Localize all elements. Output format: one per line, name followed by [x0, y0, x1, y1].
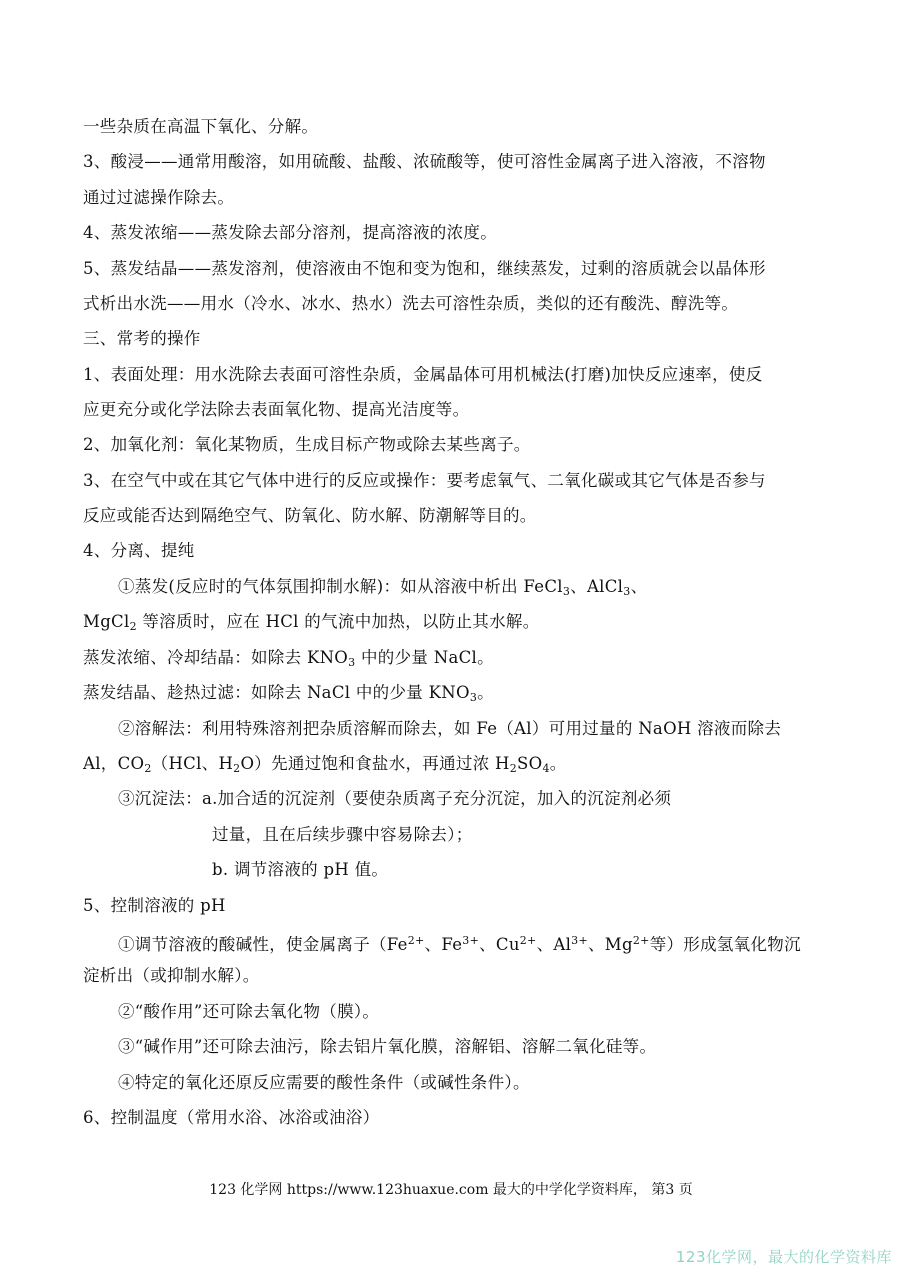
- text-fragment: ①调节溶液的酸碱性，使金属离子（Fe: [118, 935, 408, 954]
- text-line: [83, 611, 540, 638]
- text-fragment: 、AlCl: [570, 577, 624, 596]
- text-line: [83, 682, 494, 709]
- text-fragment: MgCl: [83, 612, 130, 631]
- subscript: 3: [623, 585, 631, 598]
- text-fragment: 、Al: [536, 935, 572, 954]
- text-fragment: 、Cu: [479, 935, 520, 954]
- text-line: ②“酸作用”还可除去氧化物（膜）。: [118, 1002, 380, 1021]
- section-heading: 三、常考的操作: [83, 329, 201, 348]
- text-line: ②溶解法：利用特殊溶剂把杂质溶解而除去，如 Fe（Al）可用过量的 NaOH 溶液而除去: [118, 719, 782, 738]
- subscript: 2: [509, 762, 518, 775]
- text-line: [118, 930, 801, 956]
- superscript: 2+: [632, 934, 650, 947]
- text-fragment: 蒸发结晶、趁热过滤：如除去 NaCl 中的少量 KNO: [83, 683, 470, 702]
- text-line: 通过过滤操作除去。: [83, 188, 235, 207]
- text-fragment: 、Mg: [588, 935, 633, 954]
- text-line: ③沉淀法：a.加合适的沉淀剂（要使杂质离子充分沉淀，加入的沉淀剂必须: [118, 789, 672, 808]
- text-line: ④特定的氧化还原反应需要的酸性条件（或碱性条件）。: [118, 1073, 530, 1092]
- subsection-heading: 6、控制温度（常用水浴、冰浴或油浴）: [83, 1108, 380, 1127]
- text-line: 反应或能否达到隔绝空气、防氧化、防水解、防潮解等目的。: [83, 506, 537, 525]
- text-line: b. 调节溶液的 pH 值。: [212, 860, 389, 879]
- watermark: 123化学网，最大的化学资料库: [675, 1248, 892, 1266]
- text-line: ③“碱作用”还可除去油污，除去铝片氧化膜，溶解铝、溶解二氧化硅等。: [118, 1037, 657, 1056]
- text-line: [83, 647, 494, 674]
- text-line: 应更充分或化学法除去表面氧化物、提高光洁度等。: [83, 400, 470, 419]
- text-line: 一些杂质在高温下氧化、分解。: [83, 117, 319, 136]
- subscript: 4: [542, 762, 550, 775]
- text-line: 2、加氧化剂：氧化某物质，生成目标产物或除去某些离子。: [83, 435, 531, 454]
- subscript: 3: [562, 585, 571, 598]
- text-line: 1、表面处理：用水洗除去表面可溶性杂质，金属晶体可用机械法(打磨)加快反应速率，使反: [83, 365, 763, 384]
- text-fragment: 。: [549, 754, 567, 773]
- text-fragment: ①蒸发(反应时的气体氛围抑制水解)：如从溶液中析出 FeCl: [118, 577, 563, 596]
- text-line: 淀析出（或抑制水解）。: [83, 966, 260, 985]
- subscript: 3: [469, 691, 478, 704]
- subsection-heading: 4、分离、提纯: [83, 541, 195, 560]
- text-line: [118, 576, 647, 603]
- text-fragment: 、Fe: [424, 935, 463, 954]
- superscript: 3+: [571, 934, 588, 947]
- subscript: 2: [129, 620, 137, 633]
- text-fragment: O）先通过饱和食盐水，再通过浓 H: [240, 754, 510, 773]
- superscript: 2+: [407, 934, 425, 947]
- subscript: 2: [233, 762, 241, 775]
- text-fragment: 等）形成氢氧化物沉: [649, 935, 801, 954]
- text-line: 式析出水洗——用水（冷水、冰水、热水）洗去可溶性杂质，类似的还有酸洗、醇洗等。: [83, 294, 739, 313]
- text-fragment: 、: [630, 577, 648, 596]
- text-fragment: 等溶质时，应在 HCl 的气流中加热，以防止其水解。: [136, 612, 540, 631]
- subscript: 2: [144, 762, 152, 775]
- text-fragment: SO: [517, 754, 543, 773]
- superscript: 2+: [519, 934, 537, 947]
- text-fragment: （HCl、H: [151, 754, 234, 773]
- text-fragment: Al，CO: [83, 754, 145, 773]
- text-line: 3、在空气中或在其它气体中进行的反应或操作：要考虑氧气、二氧化碳或其它气体是否参与: [83, 471, 766, 490]
- text-line: 5、蒸发结晶——蒸发溶剂，使溶液由不饱和变为饱和，继续蒸发，过剩的溶质就会以晶体形: [83, 259, 766, 278]
- text-line: 过量，且在后续步骤中容易除去）；: [212, 825, 473, 844]
- page-footer: 123 化学网 https://www.123huaxue.com 最大的中学化学资料库， 第3 页: [209, 1182, 693, 1198]
- superscript: 3+: [462, 934, 480, 947]
- text-line: [83, 753, 567, 780]
- subscript: 3: [348, 656, 356, 669]
- text-fragment: 蒸发浓缩、冷却结晶：如除去 KNO: [83, 648, 349, 667]
- subsection-heading: 5、控制溶液的 pH: [83, 896, 226, 915]
- text-line: 3、酸浸——通常用酸溶，如用硫酸、盐酸、浓硫酸等，使可溶性金属离子进入溶液，不溶物: [83, 152, 766, 171]
- text-fragment: 。: [477, 683, 494, 702]
- text-line: 4、蒸发浓缩——蒸发除去部分溶剂，提高溶液的浓度。: [83, 223, 497, 242]
- text-fragment: 中的少量 NaCl。: [355, 648, 494, 667]
